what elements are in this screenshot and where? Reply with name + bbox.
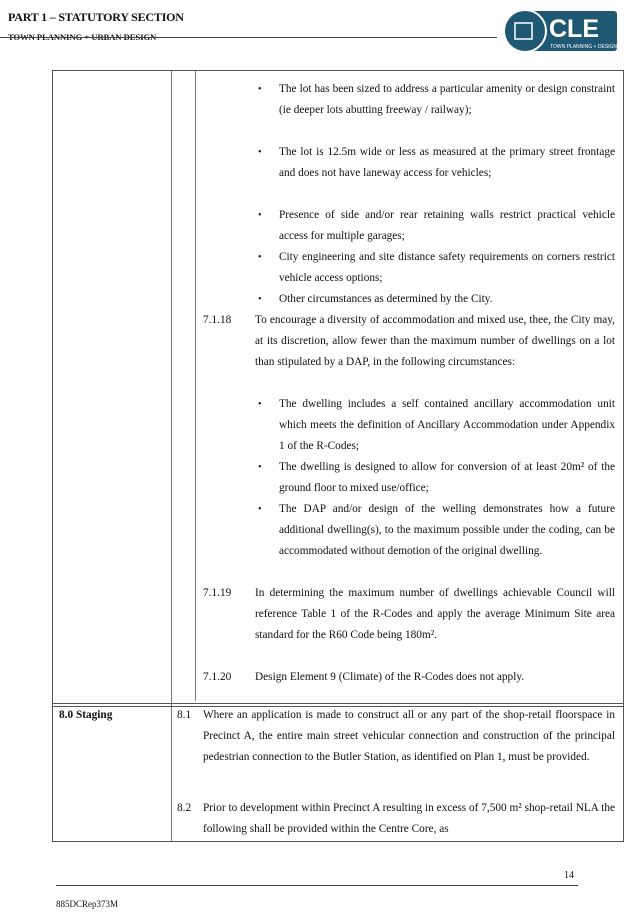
clause-number: 7.1.18 <box>203 314 232 326</box>
logo-tagline: TOWN PLANNING + DESIGN <box>550 44 617 50</box>
clause-text: Design Element 9 (Climate) of the R-Codes does not apply. <box>255 671 525 683</box>
bullet-item: The lot has been sized to address a particular amenity or design constraint (ie deeper lots abutting freeway / railway); <box>279 83 615 116</box>
bullet-marker: • <box>258 399 262 410</box>
section-title: PART 1 – STATUTORY SECTION <box>8 10 184 24</box>
bullet-marker: • <box>258 84 262 95</box>
clause-text: In determining the maximum number of dwellings achievable Council will reference Table 1 of the R-Codes and apply the average Minimum Site area standard for the R60 Code being 180m². <box>255 587 615 641</box>
bullet-item: The DAP and/or design of the welling demonstrates how a future additional dwelling(s), to the maximum possible under the coding, can be accommodated without demotion of the original dwelling. <box>279 503 615 557</box>
section-subtitle: TOWN PLANNING + URBAN DESIGN <box>8 32 157 42</box>
clause-number: 7.1.19 <box>203 587 232 599</box>
page-number: 14 <box>564 870 574 881</box>
bullet-item: The lot is 12.5m wide or less as measured at the primary street frontage and does not have laneway access for vehicles; <box>279 146 615 179</box>
bullet-item: The dwelling is designed to allow for conversion of at least 20m² of the ground floor to mixed use/office; <box>279 461 615 494</box>
column-divider-1 <box>171 71 172 841</box>
bullet-marker: • <box>258 462 262 473</box>
bullet-marker: • <box>258 147 262 158</box>
clause-number: 7.1.20 <box>203 671 232 683</box>
document-table <box>52 70 624 842</box>
bullet-marker: • <box>258 252 262 263</box>
clause-text: To encourage a diversity of accommodation and mixed use, thee, the City may, at its discretion, allow fewer than the maximum number of dwellings on a lot than stipulated by a DAP, in the following circumstances: <box>255 314 615 368</box>
staging-heading: 8.0 Staging <box>59 709 113 721</box>
clause-text: Where an application is made to construct all or any part of the shop-retail floorspace in Precinct A, the entire main street vehicular connection and construction of the principal pedestrian connection to the Butler Station, as identified on Plan 1, must be provided. <box>203 709 615 763</box>
footer-rule <box>56 885 578 886</box>
bullet-item: Other circumstances as determined by the City. <box>279 293 493 305</box>
logo-circle <box>504 10 546 52</box>
clause-text: Prior to development within Precinct A resulting in excess of 7,500 m² shop-retail NLA the following shall be provided within the Centre Core, as <box>203 802 615 835</box>
row-divider <box>53 703 623 704</box>
bullet-item: City engineering and site distance safety requirements on corners restrict vehicle access options; <box>279 251 615 284</box>
bullet-marker: • <box>258 210 262 221</box>
clause-number: 8.1 <box>177 709 192 721</box>
clause-number: 8.2 <box>177 802 192 814</box>
header-rule <box>0 37 497 38</box>
bullet-marker: • <box>258 294 262 305</box>
cle-logo <box>503 9 617 53</box>
column-divider-2 <box>195 71 196 701</box>
logo-brand: CLE <box>549 15 599 43</box>
bullet-marker: • <box>258 504 262 515</box>
bullet-item: The dwelling includes a self contained ancillary accommodation unit which meets the definition of Ancillary Accommodation under Appendix 1 of the R-Codes; <box>279 398 615 452</box>
bullet-item: Presence of side and/or rear retaining walls restrict practical vehicle access for multiple garages; <box>279 209 615 242</box>
document-code: 885DCRep373M <box>56 899 119 909</box>
